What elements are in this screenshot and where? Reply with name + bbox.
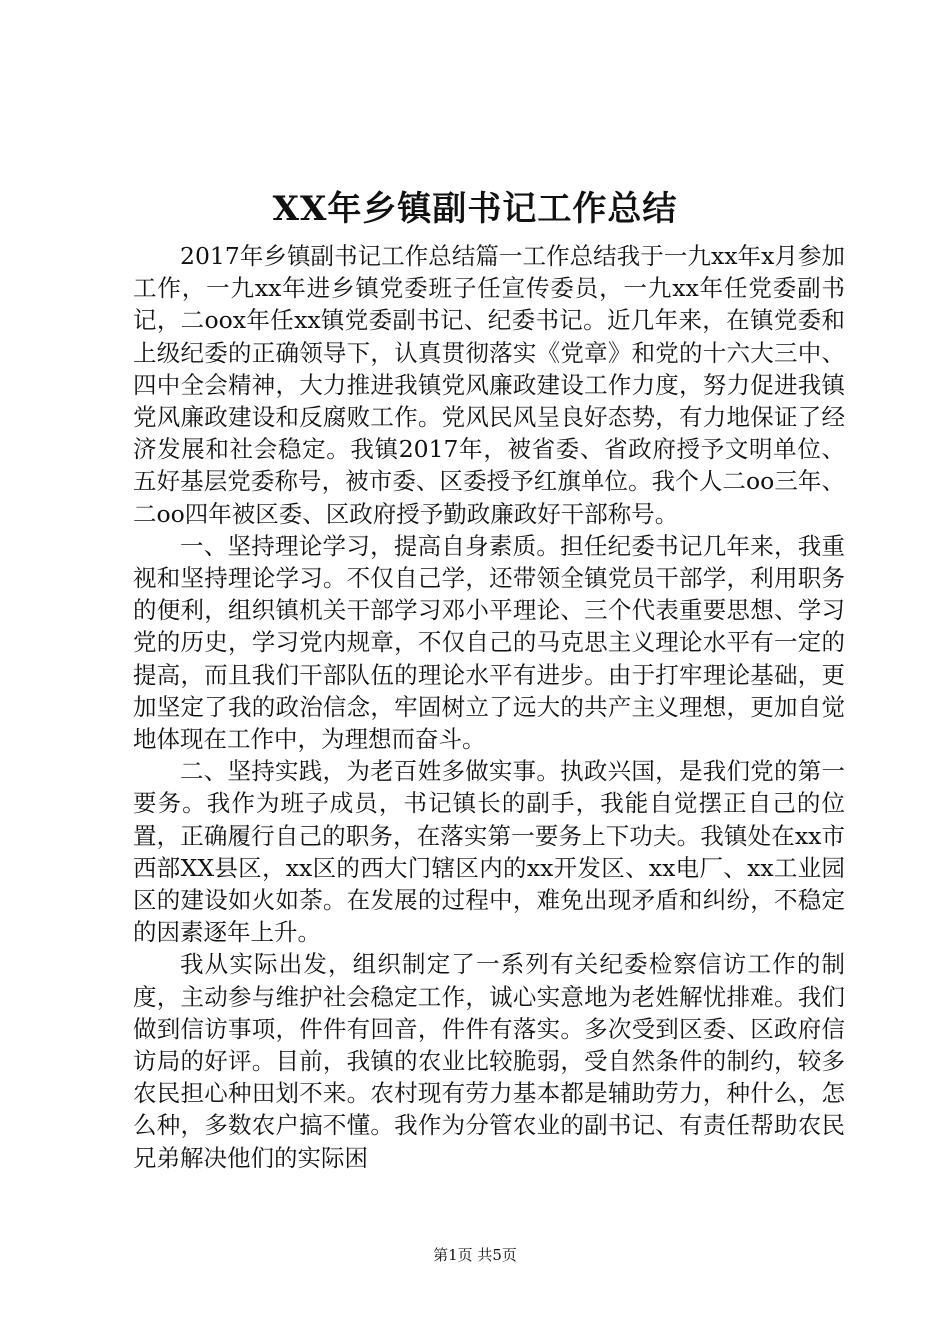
paragraph-theory-study: 一、坚持理论学习，提高自身素质。担任纪委书记几年来，我重视和坚持理论学习。不仅自己学，还带领全镇党员干部学，利用职务的便利，组织镇机关干部学习邓小平理论、三个代表重要思想、学习党的历史，学习党内规章，不仅自己的马克思主义理论水平有一定的提高，而且我们干部队伍的理论水平有进步。由于打牢理论基础，更加坚定了我的政治信念，牢固树立了远大的共产主义理想，更加自觉地体现在工作中，为理想而奋斗。 (133, 531, 845, 754)
document-title: XX年乡镇副书记工作总结 (272, 189, 678, 229)
paragraph-practice: 二、坚持实践，为老百姓多做实事。执政兴国，是我们党的第一要务。我作为班子成员，书记镇长的副手，我能自觉摆正自己的位置，正确履行自己的职务，在落实第一要务上下功夫。我镇处在xx市西部XX县区，xx区的西大门辖区内的xx开发区、xx电厂、xx工业园区的建设如火如荼。在发展的过程中，难免出现矛盾和纠纷，不稳定的因素逐年上升。 (133, 757, 845, 947)
paragraph-intro: 2017年乡镇副书记工作总结篇一工作总结我于一九xx年x月参加工作，一九xx年进乡镇党委班子任宣传委员，一九xx年任党委副书记，二oox年任xx镇党委副书记、纪委书记。近几年来，在镇党委和上级纪委的正确领导下，认真贯彻落实《党章》和党的十六大三中、四中全会精神，大力推进我镇党风廉政建设工作力度，努力促进我镇党风廉政建设和反腐败工作。党风民风呈良好态势，有力地保证了经济发展和社会稳定。我镇2017年，被省委、省政府授予文明单位、五好基层党委称号，被市委、区委授予红旗单位。我个人二oo三年、二oo四年被区委、区政府授予勤政廉政好干部称号。 (133, 242, 845, 528)
page-footer: 第1页 共5页 (433, 1246, 517, 1264)
paragraph-petition-work: 我从实际出发，组织制定了一系列有关纪委检察信访工作的制度，主动参与维护社会稳定工作，诚心实意地为老姓解忧排难。我们做到信访事项，件件有回音，件件有落实。多次受到区委、区政府信访局的好评。目前，我镇的农业比较脆弱，受自然条件的制约，较多农民担心种田划不来。农村现有劳力基本都是辅助劳力，种什么，怎么种，多数农户搞不懂。我作为分管农业的副书记、有责任帮助农民兄弟解决他们的实际困 (133, 950, 845, 1172)
document-body (133, 240, 845, 1174)
